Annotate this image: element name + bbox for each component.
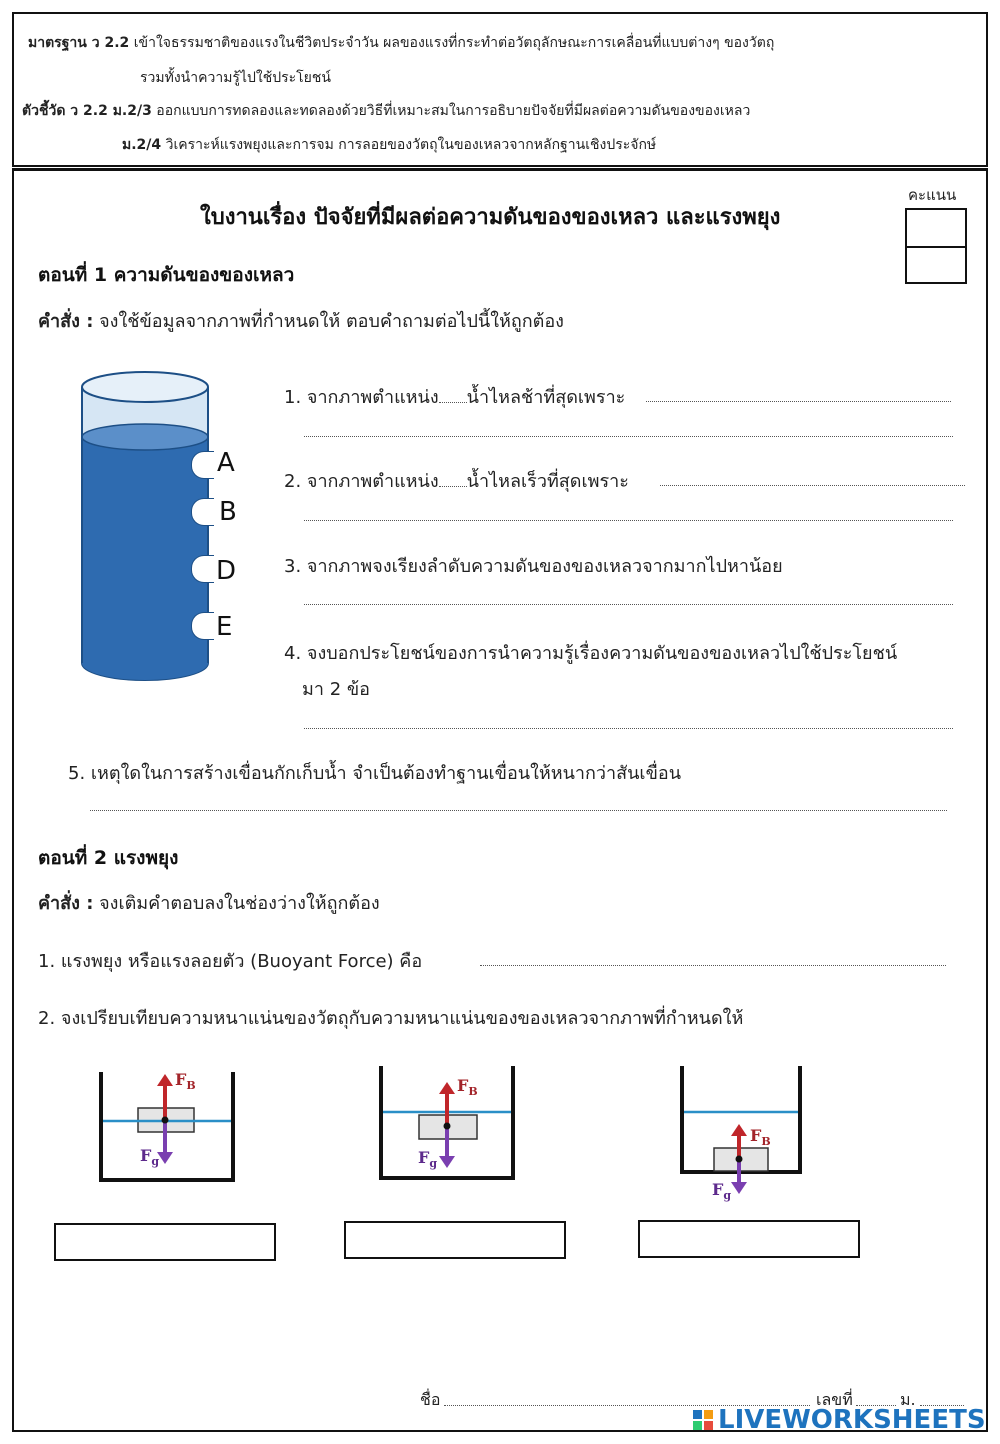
question-3: 3. จากภาพจงเรียงลำดับความดันของของเหลวจากมากไปหาน้อย [284, 556, 783, 577]
indicator2-line [122, 134, 656, 156]
question-5: 5. เหตุใดในการสร้างเขื่อนกักเก็บน้ำ จำเป็นต้องทำฐานเขื่อนให้หนากว่าสันเขื่อน [68, 763, 682, 784]
part2-question-1: 1. แรงพยุง หรือแรงลอยตัว (Buoyant Force) คือ [38, 951, 423, 972]
water-surface [82, 424, 208, 450]
q2-answer-line-2[interactable] [304, 520, 953, 521]
hole-e [191, 612, 214, 640]
part2-question-2: 2. จงเปรียบเทียบความหนาแน่นของวัตถุกับความหนาแน่นของของเหลวจากภาพที่กำหนดให้ [38, 1008, 744, 1029]
water-body [82, 437, 208, 680]
fg-label-1: $F_g$ [140, 1146, 160, 1169]
buoyancy-figure-floating [95, 1068, 240, 1183]
standard-line [28, 32, 774, 54]
q5-answer-line[interactable] [90, 810, 947, 811]
q1-answer-line[interactable] [646, 401, 951, 402]
q1-answer-line-2[interactable] [304, 436, 953, 437]
question-2 [284, 466, 629, 495]
standard-text: เข้าใจธรรมชาติของแรงในชีวิตประจำวัน ผลของแรงที่กระทำต่อวัตถุลักษณะการเคลื่อนที่แบบต่างๆ ของวัตถุ [133, 35, 775, 51]
answer-box-2[interactable] [344, 1221, 566, 1259]
q1-blank-position[interactable] [439, 402, 467, 403]
q4-answer-line[interactable] [304, 728, 953, 729]
part2-instruction-label: คำสั่ง : [38, 893, 94, 914]
standard-label: มาตรฐาน ว 2.2 [28, 35, 130, 51]
fb-label-1: $F_B$ [175, 1070, 196, 1093]
indicator2-label: ม.2/4 [122, 137, 162, 153]
standard-text-2: รวมทั้งนำความรู้ไปใช้ประโยชน์ [140, 70, 331, 86]
part1-instruction-text: จงใช้ข้อมูลจากภาพที่กำหนดให้ ตอบคำถามต่อไปนี้ให้ถูกต้อง [99, 311, 564, 332]
hole-d [191, 555, 214, 583]
buoyancy-figure-sinking [676, 1064, 806, 1212]
question-4-line-2: มา 2 ข้อ [302, 679, 370, 700]
hole-b [191, 498, 214, 526]
question-4-line-1: 4. จงบอกประโยชน์ของการนำความรู้เรื่องความดันของของเหลวไปใช้ประโยชน์ [284, 643, 898, 664]
class-label: ม. [900, 1390, 916, 1409]
part1-heading: ตอนที่ 1 ความดันของของเหลว [38, 264, 295, 286]
indicator2-text: วิเคราะห์แรงพยุงและการจม การลอยของวัตถุในของเหลวจากหลักฐานเชิงประจักษ์ [165, 137, 657, 153]
part1-instruction [38, 306, 564, 335]
number-label: เลขที่ [816, 1390, 853, 1409]
liveworksheets-logo-text: LIVEWORKSHEETS [718, 1405, 986, 1435]
q3-answer-line[interactable] [304, 604, 953, 605]
fg-label-2: $F_g$ [418, 1148, 438, 1171]
indicator-label: ตัวชี้วัด ว 2.2 ม.2/3 [22, 103, 152, 119]
q2-part-b: น้ำไหลเร็วที่สุดเพราะ [466, 471, 629, 492]
score-box[interactable] [905, 208, 967, 284]
part2-instruction-text: จงเติมคำตอบลงในช่องว่างให้ถูกต้อง [99, 893, 380, 914]
fg-label-3: $F_g$ [712, 1180, 732, 1203]
part2-instruction [38, 888, 380, 917]
name-label: ชื่อ [420, 1390, 441, 1409]
part2-heading: ตอนที่ 2 แรงพยุง [38, 847, 179, 869]
indicator-line [22, 100, 750, 122]
hole-a [191, 451, 214, 479]
part1-instruction-label: คำสั่ง : [38, 311, 94, 332]
q1-part-a: 1. จากภาพตำแหน่ง [284, 387, 439, 408]
liveworksheets-logo-icon [692, 1409, 714, 1431]
cylinder-rim [82, 372, 208, 402]
score-label: คะแนน [908, 186, 957, 204]
hole-label-b: B [219, 497, 237, 527]
hole-label-d: D [216, 556, 237, 586]
q2-blank-position[interactable] [439, 486, 467, 487]
question-1 [284, 382, 625, 411]
water-cylinder-figure [70, 365, 233, 690]
q2-part-a: 2. จากภาพตำแหน่ง [284, 471, 439, 492]
q2-answer-line[interactable] [660, 485, 965, 486]
indicator-text: ออกแบบการทดลองและทดลองด้วยวิธีที่เหมาะสมในการอธิบายปัจจัยที่มีผลต่อความดันของของเหลว [156, 103, 751, 119]
hole-label-e: E [216, 612, 233, 642]
fb-label-3: $F_B$ [750, 1126, 771, 1149]
answer-box-3[interactable] [638, 1220, 860, 1258]
part2-q1-answer-line[interactable] [480, 965, 946, 966]
answer-box-1[interactable] [54, 1223, 276, 1261]
page-title: ใบงานเรื่อง ปัจจัยที่มีผลต่อความดันของของเหลว และแรงพยุง [200, 205, 781, 230]
buoyancy-figure-suspended [375, 1062, 520, 1182]
fb-label-2: $F_B$ [457, 1076, 478, 1099]
q1-part-b: น้ำไหลช้าที่สุดเพราะ [466, 387, 626, 408]
hole-label-a: A [217, 448, 235, 478]
